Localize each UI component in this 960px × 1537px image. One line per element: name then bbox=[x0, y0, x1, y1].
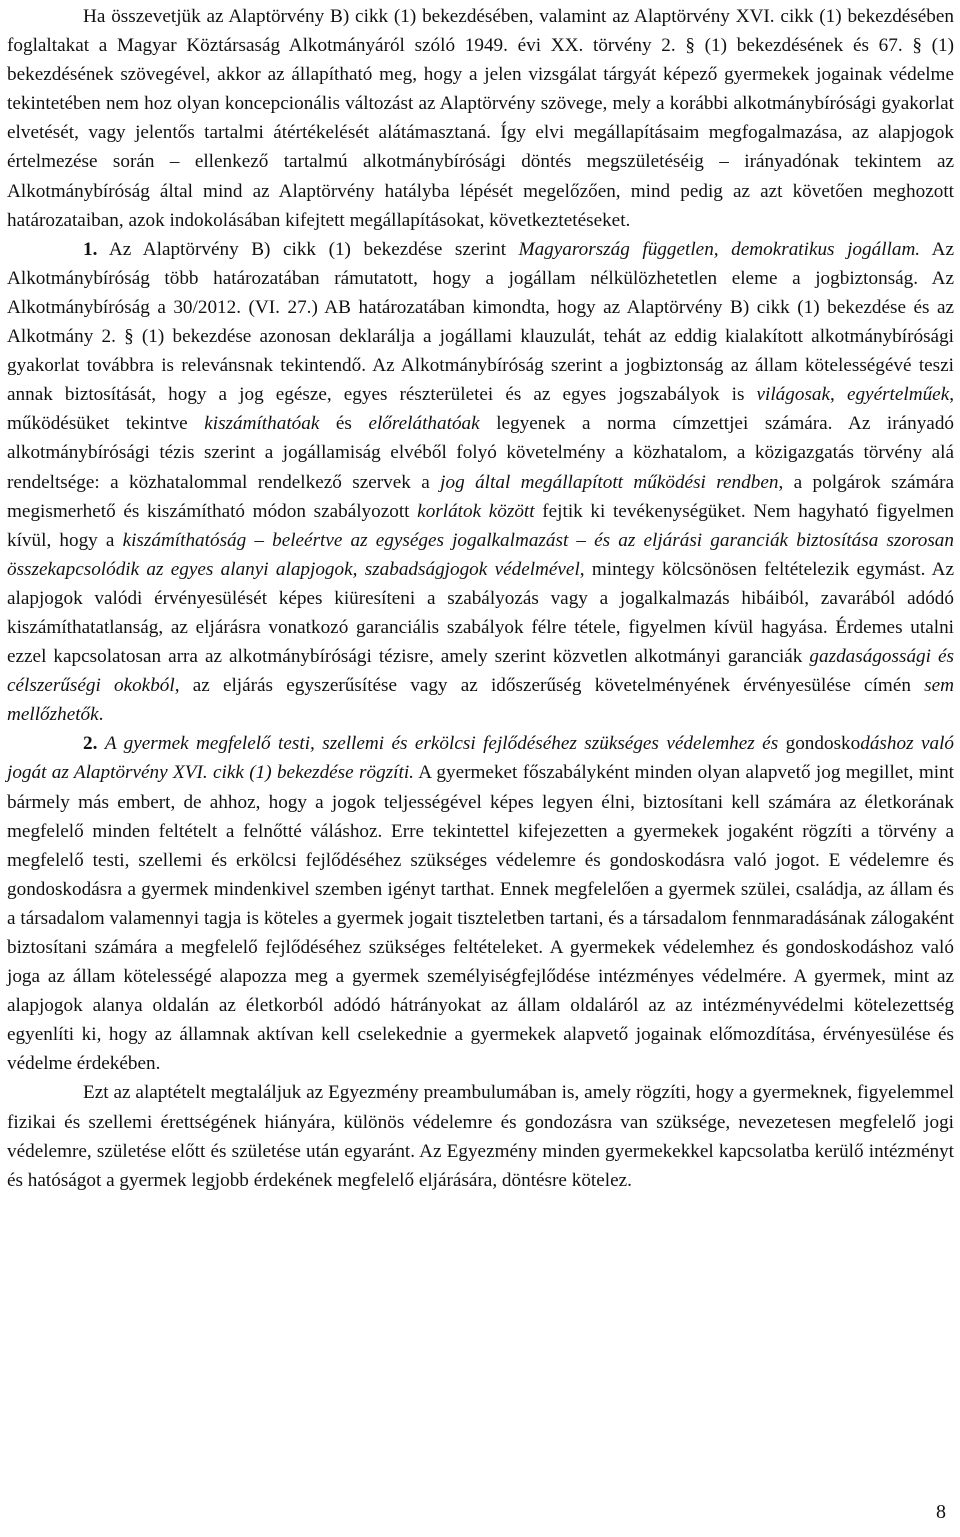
text-segment: A gyermek megfelelő testi, szellemi és erkölcsi fejlődéséhez szükséges védelemhez és bbox=[104, 733, 779, 755]
text-segment: . bbox=[98, 704, 104, 726]
text-segment: Ezt az alaptételt megtaláljuk az Egyezmény preambulumában is, amely rögzíti, hogy a gyermeknek, figyelemmel fizikai és szellemi érettségének hiányára, különös védelemre és gondozásra van szüksége, nevezetesen megfelelő jogi védelemre, születése előtt és születése után egyaránt. Az Egyezmény minden gyermekekkel kapcsolatba kerülő intézményt és hatóságot a gyermek legjobb érdekének megfelelő eljárására, döntésre kötelez. bbox=[7, 1082, 954, 1191]
text-segment: Ha összevetjük az Alaptörvény B) cikk (1) bekezdésében, valamint az Alaptörvény XVI. cikk (1) bekezdésében foglaltakat a Magyar Köztársaság Alkotmányáról szóló 1949. évi XX. törvény 2. § (1) bekezdésének és 67. § (1) bekezdésének szövegével, akkor az állapítható meg, hogy a jelen vizsgálat tárgyát képező gyermekek jogainak védelme tekintetében nem hoz olyan koncepcionális változást az Alaptörvény szövege, mely a korábbi alkotmánybírósági gyakorlat elvetését, vagy jelentős tartalmi átértékelését alátámasztaná. Így elvi megállapításaim megfogalmazása, az alapjogok értelmezése során – ellenkező tartalmú alkotmánybírósági döntés megszületéséig – irányadónak tekintem az Alkotmánybíróság által mind az Alaptörvény hatályba lépését megelőzően, mind pedig az azt követően meghozott határozataiban, azok indokolásában kifejtett megállapításokat, következtetéseket. bbox=[7, 6, 954, 231]
text-segment: , a polgárok számára megismerhető és kiszámítható módon szabályozott bbox=[7, 471, 954, 522]
paragraph-1 bbox=[7, 2, 954, 235]
text-segment: kiszámíthatóság – beleértve az egységes jogalkalmazást – és az eljárási garanciák biztosítása szorosan összekapcsolódik az egyes alanyi alapjogok, szabadságjogok védelmével bbox=[7, 529, 954, 580]
paragraph-2 bbox=[7, 235, 954, 730]
text-segment: gondosko bbox=[778, 733, 861, 755]
paragraph-3 bbox=[7, 729, 954, 1078]
text-segment: egyértelműek bbox=[846, 384, 950, 406]
text-segment: kiszámíthatóak bbox=[204, 413, 320, 435]
text-segment: és bbox=[319, 413, 369, 435]
text-segment bbox=[97, 733, 104, 754]
text-segment: , az eljárás egyszerűsítése vagy az időszerűség követelményének érvényesülése címén bbox=[174, 675, 925, 697]
text-segment: , bbox=[830, 384, 847, 406]
text-segment: dáshoz való jogát az Alaptörvény XVI. cikk (1) bekezdése rögzíti. bbox=[7, 733, 955, 784]
text-segment: jog által megállapított működési rendben bbox=[440, 471, 779, 493]
text-segment: 1. bbox=[83, 238, 98, 260]
text-segment: világosak bbox=[756, 384, 831, 406]
document-body bbox=[7, 2, 954, 1195]
text-segment: fejtik ki tevékenységüket. Nem hagyható figyelmen kívül, hogy a bbox=[7, 500, 954, 551]
text-segment: gazdaságossági és célszerűségi okokból bbox=[7, 646, 954, 697]
text-segment: A gyermeket főszabályként minden olyan alapvető jog megillet, mint bármely más embert, de ahhoz, hogy a jogok teljességével képes legyen élni, biztosítani kell számára az életkorának megfelelő minden feltételt a felnőtté váláshoz. Erre tekintettel kifejezetten a gyermekek jogaként rögzíti a törvény a megfelelő testi, szellemi és erkölcsi fejlődéséhez szükséges védelemre és gondoskodásra való jogot. E védelemre és gondoskodásra a gyermek mindenkivel szemben igényt tarthat. Ennek megfelelően a gyermek szülei, családja, az állam és a társadalom valamennyi tagja is köteles a gyermek jogait tiszteletben tartani, és a társadalom fennmaradásának zálogaként biztosítani számára a megfelelő fejlődéséhez szükséges feltételeket. A gyermekek védelemhez és gondoskodáshoz való joga az állam kötelességé alapozza meg a gyermek személyiségfejlődése intézményes védelmére. A gyermek, mint az alapjogok alanya oldalán az életkorból adódó hátrányokat az állam oldaláról az az intézményvédelmi kötelezettség egyenlíti ki, hogy az államnak aktívan kell cselekednie a gyermekek alapvető jogainak előmozdítása, érvényesülése és védelme érdekében. bbox=[7, 762, 954, 1075]
text-segment: előreláthatóak bbox=[368, 413, 480, 435]
text-segment: , mintegy kölcsönösen feltételezik egymást. Az alapjogok valódi érvényesülését képes kiüresíteni a szabályozás vagy a jogalkalmazás hibáiból, zavarából adódó kiszámíthatatlanság, az eljárásra vonatkozó garanciális szabályok félre tétele, figyelmen kívül hagyása. Érdemes utalni ezzel kapcsolatosan arra az alkotmánybírósági tézisre, amely szerint közvetlen alkotmányi garanciák bbox=[7, 558, 954, 668]
text-segment: korlátok között bbox=[417, 500, 535, 522]
paragraph-4 bbox=[7, 1078, 954, 1194]
text-segment: 2. bbox=[83, 733, 98, 755]
text-segment: sem mellőzhetők bbox=[7, 675, 954, 726]
text-segment: , működésüket tekintve bbox=[7, 384, 955, 435]
page-number: 8 bbox=[936, 1501, 946, 1523]
text-segment: legyenek a norma címzettjei számára. Az irányadó alkotmánybírósági tézis szerint a jogállamiság elvéből folyó követelmény a közhatalom, a közigazgatás törvény alá rendeltsége: a közhatalommal rendelkező szervek a bbox=[7, 413, 955, 493]
text-segment: Az Alaptörvény B) cikk (1) bekezdése szerint bbox=[97, 238, 519, 260]
text-segment: Az Alkotmánybíróság több határozatában rámutatott, hogy a jogállam nélkülözhetetlen eleme a jogbiztonság. Az Alkotmánybíróság a 30/2012. (VI. 27.) AB határozatában kimondta, hogy az Alaptörvény B) cikk (1) bekezdése és az Alkotmány 2. § (1) bekezdése azonosan deklarálja a jogállami klauzulát, tehát az eddig kialakított alkotmánybírósági gyakorlat továbbra is relevánsnak tekintendő. Az Alkotmánybíróság szerint a jogbiztonság az állam kötelességévé teszi annak biztosítását, hogy a jog egésze, egyes részterületei és az egyes jogszabályok is bbox=[7, 238, 954, 406]
text-segment: Magyarország független, demokratikus jogállam. bbox=[518, 238, 921, 260]
